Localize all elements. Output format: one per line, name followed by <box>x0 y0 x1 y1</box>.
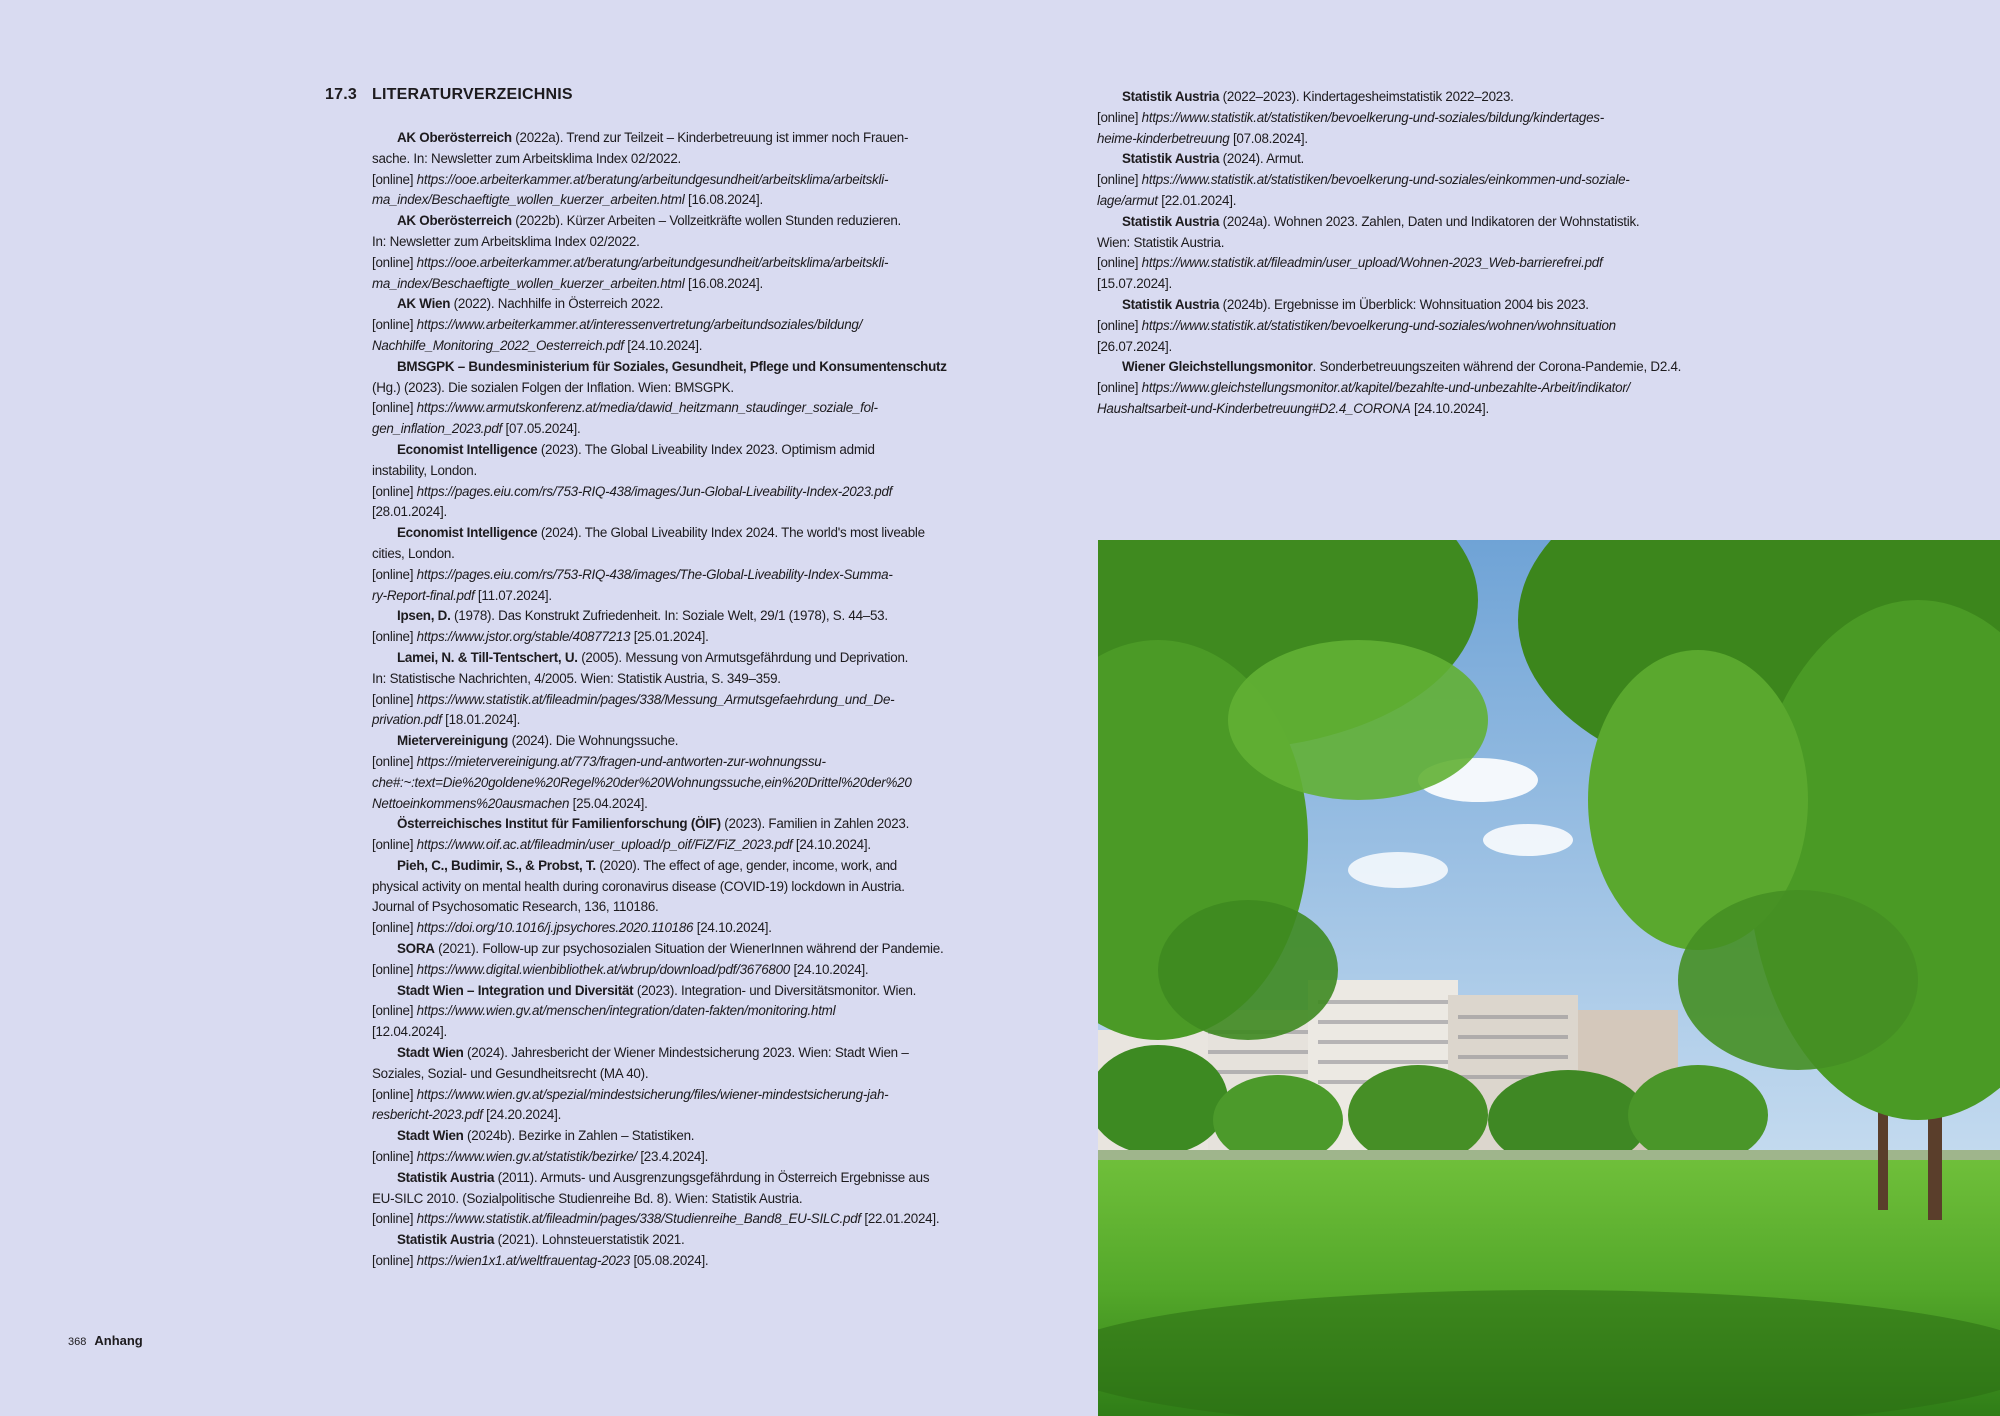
reference-url-line <box>372 419 912 440</box>
reference-text: (2024). Armut. <box>1219 151 1305 167</box>
reference-author: Stadt Wien – Integration und Diversität <box>397 982 634 998</box>
reference-author: AK Oberösterreich <box>397 213 512 229</box>
reference-entry <box>372 294 912 356</box>
reference-text: . Sonderbetreuungszeiten während der Corona-Pandemie, D2.4. <box>1312 359 1682 375</box>
reference-text: (2020). The effect of age, gender, income, work, and <box>595 857 897 873</box>
reference-url: ma_index/Beschaeftigte_wollen_kuerzer_arbeiten.html <box>372 275 685 291</box>
reference-first-line <box>372 1230 912 1251</box>
reference-author: Statistik Austria <box>1122 89 1220 104</box>
access-date: [12.04.2024]. <box>372 1024 447 1040</box>
reference-text-line: Soziales, Sozial- und Gesundheitsrecht (MA 40). <box>372 1065 649 1081</box>
reference-author: BMSGPK – Bundesministerium für Soziales, Gesundheit, Pflege und Konsumentenschutz <box>397 358 947 374</box>
reference-first-line <box>372 856 912 877</box>
reference-text-line: physical activity on mental health during coronavirus disease (COVID-19) lockdown in Austria. <box>372 878 905 894</box>
reference-entry <box>372 440 912 523</box>
reference-url-line <box>372 1105 912 1126</box>
reference-author: Statistik Austria <box>397 1232 495 1248</box>
reference-first-line <box>372 523 925 544</box>
online-label: [online] <box>372 1211 417 1227</box>
reference-entry <box>1097 87 1667 149</box>
reference-first-line <box>372 1126 912 1147</box>
online-label: [online] <box>372 629 417 645</box>
reference-entry <box>1097 212 1667 295</box>
reference-text: (2021). Follow-up zur psychosozialen Situation der WienerInnen während der Pandemie. <box>434 941 944 957</box>
reference-url: https://pages.eiu.com/rs/753-RIQ-438/images/Jun-Global-Liveability-Index-2023.pdf <box>416 483 893 499</box>
reference-text: (2022–2023). Kindertagesheimstatistik 2022–2023. <box>1219 89 1514 104</box>
reference-first-line <box>372 440 912 461</box>
reference-url-line <box>372 315 912 336</box>
reference-url: https://doi.org/10.1016/j.jpsychores.2020.110186 <box>416 920 694 936</box>
online-label: [online] <box>372 171 417 187</box>
reference-text: (2022). Nachhilfe in Österreich 2022. <box>450 296 664 312</box>
online-label: [online] <box>372 566 417 582</box>
reference-text: (2024). Jahresbericht der Wiener Mindestsicherung 2023. Wien: Stadt Wien – <box>463 1045 909 1061</box>
reference-url: https://mietervereinigung.at/773/fragen-und-antworten-zur-wohnungssu- <box>416 753 826 769</box>
reference-url: https://pages.eiu.com/rs/753-RIQ-438/images/The-Global-Liveability-Index-Summa- <box>416 566 893 582</box>
online-label: [online] <box>372 1003 417 1019</box>
reference-text: (2023). Integration- und Diversitätsmonitor. Wien. <box>633 982 917 998</box>
reference-url: resbericht-2023.pdf <box>372 1107 483 1123</box>
online-label: [online] <box>372 837 417 853</box>
reference-url-line <box>1097 191 1667 212</box>
reference-url-line <box>372 1209 940 1230</box>
reference-first-line <box>372 294 912 315</box>
reference-text: (2005). Messung von Armutsgefährdung und Deprivation. <box>577 649 909 665</box>
reference-text: (2021). Lohnsteuerstatistik 2021. <box>494 1232 685 1248</box>
reference-url: che#:~:text=Die%20goldene%20Regel%20der%20Wohnungssuche,ein%20Drittel%20der%20 <box>372 774 912 790</box>
reference-url-line <box>372 835 912 856</box>
reference-text: (2024a). Wohnen 2023. Zahlen, Daten und Indikatoren der Wohnstatistik. <box>1219 213 1640 229</box>
reference-url-line <box>372 710 912 731</box>
reference-url-line <box>1097 170 1667 191</box>
section-heading <box>325 86 573 108</box>
online-label: [online] <box>372 691 417 707</box>
online-label: [online] <box>372 920 417 936</box>
reference-url-line <box>1097 378 1667 399</box>
reference-text: (2023). Familien in Zahlen 2023. <box>720 816 910 832</box>
reference-url-line <box>372 1251 912 1272</box>
reference-entry <box>372 814 912 856</box>
online-label: [online] <box>1097 109 1142 125</box>
online-label: [online] <box>372 1253 417 1269</box>
reference-url-line <box>1097 316 1667 337</box>
access-date: [16.08.2024]. <box>684 192 763 208</box>
reference-url-line <box>372 1147 912 1168</box>
reference-author: Statistik Austria <box>1122 151 1220 167</box>
reference-url: lage/armut <box>1097 192 1158 208</box>
reference-author: Statistik Austria <box>397 1169 495 1185</box>
reference-entry <box>372 1230 912 1272</box>
reference-url-line <box>1097 253 1667 274</box>
reference-text: (2011). Armuts- und Ausgrenzungsgefährdung in Österreich Ergebnisse aus <box>494 1169 930 1185</box>
reference-entry <box>372 357 947 440</box>
reference-url: https://www.statistik.at/statistiken/bevoelkerung-und-soziales/einkommen-und-soziale- <box>1141 172 1630 188</box>
reference-first-line <box>1097 87 1667 108</box>
reference-url: https://www.wien.gv.at/spezial/mindestsicherung/files/wiener-mindestsicherung-jah- <box>416 1086 889 1102</box>
reference-author: Stadt Wien <box>397 1045 464 1061</box>
reference-url: https://www.statistik.at/fileadmin/user_upload/Wohnen-2023_Web-barrierefrei.pdf <box>1141 255 1603 271</box>
reference-first-line <box>372 128 912 149</box>
reference-url-line <box>1097 129 1667 150</box>
reference-text: (1978). Das Konstrukt Zufriedenheit. In: Soziale Welt, 29/1 (1978), S. 44–53. <box>450 608 888 624</box>
reference-first-line <box>1097 357 1682 378</box>
reference-text-line: EU-SILC 2010. (Sozialpolitische Studienreihe Bd. 8). Wien: Statistik Austria. <box>372 1190 803 1206</box>
reference-first-line <box>1097 212 1667 233</box>
reference-text: (2024). Die Wohnungssuche. <box>508 733 679 749</box>
reference-text-line: In: Newsletter zum Arbeitsklima Index 02/2022. <box>372 233 640 249</box>
reference-text-line: sache. In: Newsletter zum Arbeitsklima Index 02/2022. <box>372 150 682 166</box>
access-date: [11.07.2024]. <box>474 587 552 603</box>
reference-url: https://www.statistik.at/fileadmin/pages/338/Messung_Armutsgefaehrdung_und_De- <box>416 691 895 707</box>
access-date: [24.10.2024]. <box>792 837 871 853</box>
access-date: [25.04.2024]. <box>569 795 648 811</box>
reference-url: https://www.jstor.org/stable/40877213 <box>416 629 631 645</box>
reference-url: ma_index/Beschaeftigte_wollen_kuerzer_arbeiten.html <box>372 192 685 208</box>
reference-url: https://wien1x1.at/weltfrauentag-2023 <box>416 1253 630 1269</box>
reference-first-line <box>1097 295 1667 316</box>
reference-url-line <box>372 190 912 211</box>
reference-url: https://www.oif.ac.at/fileadmin/user_upload/p_oif/FiZ/FiZ_2023.pdf <box>416 837 793 853</box>
access-date: [18.01.2024]. <box>441 712 521 728</box>
online-label: [online] <box>1097 380 1142 396</box>
access-date: [24.20.2024]. <box>482 1107 562 1123</box>
reference-entry <box>372 128 912 211</box>
access-date: [24.10.2024]. <box>693 920 772 936</box>
reference-first-line <box>372 357 947 378</box>
reference-author: Pieh, C., Budimir, S., & Probst, T. <box>397 857 596 873</box>
access-date: [07.08.2024]. <box>1229 130 1308 146</box>
reference-entry <box>372 211 912 294</box>
reference-author: SORA <box>397 941 435 957</box>
online-label: [online] <box>372 753 417 769</box>
reference-text: (2022a). Trend zur Teilzeit – Kinderbetreuung ist immer noch Frauen- <box>511 130 909 145</box>
reference-text-line: (Hg.) (2023). Die sozialen Folgen der Inflation. Wien: BMSGPK. <box>372 379 734 395</box>
reference-url: https://www.wien.gv.at/menschen/integration/daten-fakten/monitoring.html <box>416 1003 836 1019</box>
reference-first-line <box>372 981 917 1002</box>
online-label: [online] <box>1097 255 1142 271</box>
reference-list-right <box>1097 87 1682 420</box>
reference-entry <box>372 731 912 814</box>
reference-author: AK Oberösterreich <box>397 130 512 145</box>
reference-text: (2024b). Bezirke in Zahlen – Statistiken. <box>463 1128 695 1144</box>
reference-entry <box>1097 357 1682 419</box>
online-label: [online] <box>1097 172 1142 188</box>
reference-first-line <box>372 731 912 752</box>
reference-entry <box>372 1043 912 1126</box>
reference-url-line <box>372 960 912 981</box>
reference-author: AK Wien <box>397 296 451 312</box>
reference-url-line <box>372 336 912 357</box>
park-photo <box>1098 540 2000 1416</box>
access-date: [24.10.2024]. <box>1410 400 1489 416</box>
reference-url: https://www.armutskonferenz.at/media/dawid_heitzmann_staudinger_soziale_fol- <box>416 400 878 416</box>
reference-url-line <box>372 1085 912 1106</box>
reference-list-left <box>372 128 947 1272</box>
online-label: [online] <box>372 254 417 270</box>
online-label: [online] <box>372 400 417 416</box>
reference-url-line <box>372 1001 912 1022</box>
reference-url-line <box>372 627 912 648</box>
reference-author: Statistik Austria <box>1122 213 1220 229</box>
reference-url: https://www.statistik.at/fileadmin/pages/338/Studienreihe_Band8_EU-SILC.pdf <box>416 1211 861 1227</box>
reference-text-line: Journal of Psychosomatic Research, 136, 110186. <box>372 899 659 915</box>
access-date: [26.07.2024]. <box>1097 338 1172 354</box>
reference-url-line <box>372 586 912 607</box>
reference-url: Nachhilfe_Monitoring_2022_Oesterreich.pdf <box>372 337 624 353</box>
reference-url: https://www.statistik.at/statistiken/bevoelkerung-und-soziales/wohnen/wohnsituation <box>1141 317 1616 333</box>
page-footer <box>68 1333 143 1348</box>
reference-first-line <box>372 1168 930 1189</box>
reference-first-line <box>372 939 944 960</box>
reference-url-line <box>372 482 912 503</box>
reference-url: Nettoeinkommens%20ausmachen <box>372 795 570 811</box>
reference-url-line <box>1097 399 1667 420</box>
reference-url-line <box>372 752 912 773</box>
reference-url: https://ooe.arbeiterkammer.at/beratung/arbeitundgesundheit/arbeitsklima/arbeitskli- <box>416 254 889 270</box>
reference-url: https://ooe.arbeiterkammer.at/beratung/arbeitundgesundheit/arbeitsklima/arbeitskli- <box>416 171 889 187</box>
reference-entry <box>372 939 944 981</box>
reference-first-line <box>1097 149 1667 170</box>
online-label: [online] <box>1097 317 1142 333</box>
access-date: [24.10.2024]. <box>789 961 869 977</box>
online-label: [online] <box>372 483 417 499</box>
reference-first-line <box>372 648 912 669</box>
reference-first-line <box>372 606 912 627</box>
reference-url: https://www.arbeiterkammer.at/interessenvertretung/arbeitundsoziales/bildung/ <box>416 317 863 333</box>
page-number: 368 <box>68 1336 87 1348</box>
access-date: [07.05.2024]. <box>502 421 581 437</box>
reference-entry <box>372 981 917 1043</box>
reference-first-line <box>372 211 912 232</box>
reference-url-line <box>1097 108 1667 129</box>
reference-url-line <box>372 253 912 274</box>
reference-text: (2024). The Global Liveability Index 2024. The world's most liveable <box>537 525 925 541</box>
reference-entry <box>1097 149 1667 211</box>
reference-entry <box>372 1168 940 1230</box>
access-date: [22.01.2024]. <box>860 1211 940 1227</box>
reference-url: gen_inflation_2023.pdf <box>372 421 503 437</box>
access-date: [24.10.2024]. <box>623 337 703 353</box>
reference-url-line <box>372 918 912 939</box>
reference-author: Statistik Austria <box>1122 296 1220 312</box>
reference-author: Österreichisches Institut für Familienforschung (ÖIF) <box>397 816 721 832</box>
reference-url-line <box>372 794 912 815</box>
reference-author: Wiener Gleichstellungsmonitor <box>1122 359 1313 375</box>
reference-text: (2024b). Ergebnisse im Überblick: Wohnsituation 2004 bis 2023. <box>1219 296 1589 312</box>
access-date: [23.4.2024]. <box>636 1149 709 1165</box>
reference-first-line <box>372 1043 912 1064</box>
reference-url: https://www.digital.wienbibliothek.at/wbrup/download/pdf/3676800 <box>416 961 790 977</box>
reference-text-line: In: Statistische Nachrichten, 4/2005. Wien: Statistik Austria, S. 349–359. <box>372 670 781 686</box>
online-label: [online] <box>372 1086 417 1102</box>
online-label: [online] <box>372 1149 417 1165</box>
access-date: [28.01.2024]. <box>372 504 447 520</box>
access-date: [16.08.2024]. <box>684 275 763 291</box>
reference-author: Mietervereinigung <box>397 733 509 749</box>
reference-author: Ipsen, D. <box>397 608 451 624</box>
section-number: 17.3 <box>325 86 357 103</box>
reference-author: Economist Intelligence <box>397 441 538 457</box>
reference-url-line <box>372 398 912 419</box>
reference-url: https://www.gleichstellungsmonitor.at/kapitel/bezahlte-und-unbezahlte-Arbeit/indikator/ <box>1141 380 1631 396</box>
reference-url-line <box>372 274 912 295</box>
reference-text: (2023). The Global Liveability Index 2023. Optimism admid <box>537 441 875 457</box>
footer-section-name: Anhang <box>94 1333 143 1348</box>
access-date: [05.08.2024]. <box>629 1253 709 1269</box>
reference-url-line <box>372 170 912 191</box>
reference-url: ry-Report-final.pdf <box>372 587 475 603</box>
access-date: [22.01.2024]. <box>1157 192 1237 208</box>
reference-first-line <box>372 814 912 835</box>
reference-entry <box>372 523 925 606</box>
reference-entry <box>372 1126 912 1168</box>
reference-entry <box>372 856 912 939</box>
online-label: [online] <box>372 317 417 333</box>
reference-url-line <box>372 690 912 711</box>
reference-entry <box>372 606 912 648</box>
reference-url: heime-kinderbetreuung <box>1097 130 1230 146</box>
section-title: LITERATURVERZEICHNIS <box>372 86 573 103</box>
reference-url-line <box>372 773 912 794</box>
reference-url: https://www.statistik.at/statistiken/bevoelkerung-und-soziales/bildung/kindertages- <box>1141 109 1604 125</box>
access-date: [25.01.2024]. <box>630 629 709 645</box>
reference-url: https://www.wien.gv.at/statistik/bezirke/ <box>416 1149 637 1165</box>
reference-author: Stadt Wien <box>397 1128 464 1144</box>
reference-text-line: instability, London. <box>372 462 477 478</box>
reference-entry <box>372 648 912 731</box>
reference-url-line <box>372 565 912 586</box>
reference-url: Haushaltsarbeit-und-Kinderbetreuung#D2.4_CORONA <box>1097 400 1411 416</box>
reference-text: (2022b). Kürzer Arbeiten – Vollzeitkräfte wollen Stunden reduzieren. <box>511 213 901 229</box>
online-label: [online] <box>372 961 417 977</box>
access-date: [15.07.2024]. <box>1097 276 1172 292</box>
reference-entry <box>1097 295 1667 357</box>
reference-text-line: Wien: Statistik Austria. <box>1097 234 1225 250</box>
reference-url: privation.pdf <box>372 712 442 728</box>
reference-author: Economist Intelligence <box>397 525 538 541</box>
reference-author: Lamei, N. & Till-Tentschert, U. <box>397 649 578 665</box>
reference-text-line: cities, London. <box>372 545 455 561</box>
